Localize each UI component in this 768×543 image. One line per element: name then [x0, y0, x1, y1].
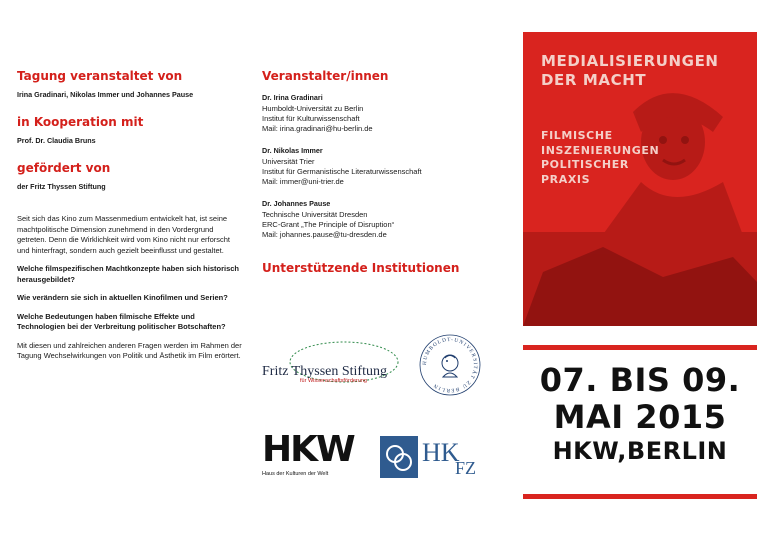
person-name: Dr. Irina Gradinari [262, 93, 323, 102]
closing-paragraph: Mit diesen und zahlreichen anderen Fragen werden im Rahmen der Tagung Wechselwirkungen von Politik und Ästhetik im Film erörtert. [17, 340, 242, 360]
question-3: Welche Bedeutungen haben filmische Effekte und Technologien bei der Verbreitung politischer Botschaften? [17, 311, 226, 331]
cooperation-heading: in Kooperation mit [17, 115, 144, 129]
hkfz-logo-letters: HK [422, 438, 460, 467]
poster-subtitle-line: POLITISCHER [541, 158, 629, 171]
left-column [17, 68, 243, 362]
hkfz-emblem-icon [380, 436, 418, 478]
poster-subtitle-line: INSZENIERUNGEN [541, 143, 660, 157]
bottom-divider [523, 494, 757, 499]
person-line: Technische Universität Dresden [262, 210, 368, 219]
intro-paragraph: Seit sich das Kino zum Massenmedium entwickelt hat, ist seine machtpolitische Dimension zunehmend in den Vordergrund getreten. Denn die Wirklichkeit wird vom Kino nicht nur erforscht und hinterfragt, sondern auch gezielt beeinflusst und gestaltet. [17, 214, 231, 255]
event-location: HKW,BERLIN [552, 437, 728, 465]
poster-subtitle-line: FILMISCHE [541, 129, 613, 142]
top-divider [523, 345, 757, 350]
person-email[interactable]: Mail: irina.gradinari@hu-berlin.de [262, 124, 373, 133]
question-1: Welche filmspezifischen Machtkonzepte haben sich historisch herausgebildet? [17, 264, 239, 284]
svg-text:HUMBOLDT-UNIVERSITÄT ZU BERLIN [422, 337, 479, 393]
poster-subtitle-line: PRAXIS [541, 172, 591, 186]
fritz-thyssen-logo-sub: für Wissenschaftsförderung [300, 378, 367, 384]
event-date-month: MAI 2015 [553, 398, 727, 436]
hkfz-logo-sub: FZ [455, 458, 477, 478]
humboldt-seal-ring-text: HUMBOLDT-UNIVERSITÄT ZU BERLIN [421, 336, 479, 394]
fritz-thyssen-logo-name: Fritz Thyssen Stiftung [262, 364, 387, 379]
cooperation-text: Prof. Dr. Claudia Bruns [17, 136, 96, 145]
supporting-institutions-heading: Unterstützende Institutionen [262, 261, 460, 275]
question-2: Wie verändern sie sich in aktuellen Kinofilmen und Serien? [17, 293, 228, 302]
humboldt-university-seal-icon [418, 333, 482, 397]
event-date-range: 07. BIS 09. [539, 361, 741, 399]
event-date-block [523, 362, 757, 466]
organizers-text: Irina Gradinari, Nikolas Immer und Johannes Pause [17, 90, 194, 99]
middle-column [262, 68, 502, 276]
person-pause [262, 199, 502, 240]
poster-subtitle [541, 129, 659, 187]
person-email[interactable]: Mail: johannes.pause@tu-dresden.de [262, 230, 387, 239]
hkw-logo-sub: Haus der Kulturen der Welt [262, 471, 329, 477]
organizers-heading: Veranstalter/innen [262, 69, 389, 83]
person-line: ERC-Grant „The Principle of Disruption“ [262, 220, 395, 229]
person-line: Institut für Kulturwissenschaft [262, 114, 360, 123]
organized-by-heading: Tagung veranstaltet von [17, 69, 183, 83]
person-line: Humboldt-Universität zu Berlin [262, 104, 364, 113]
poster-image [523, 32, 757, 326]
hkw-logo-letters: HKW [262, 429, 354, 470]
poster-title-line: MEDIALISIERUNGEN [541, 52, 719, 70]
poster-title [541, 52, 719, 90]
funder-text: der Fritz Thyssen Stiftung [17, 182, 106, 191]
person-email[interactable]: Mail: immer@uni-trier.de [262, 177, 344, 186]
person-name: Dr. Johannes Pause [262, 199, 331, 208]
person-line: Universität Trier [262, 157, 315, 166]
person-line: Institut für Germanistische Literaturwissenschaft [262, 167, 422, 176]
person-immer [262, 146, 502, 187]
person-name: Dr. Nikolas Immer [262, 146, 323, 155]
poster-title-line: DER MACHT [541, 71, 647, 89]
funded-by-heading: gefördert von [17, 161, 111, 175]
person-gradinari [262, 93, 502, 134]
